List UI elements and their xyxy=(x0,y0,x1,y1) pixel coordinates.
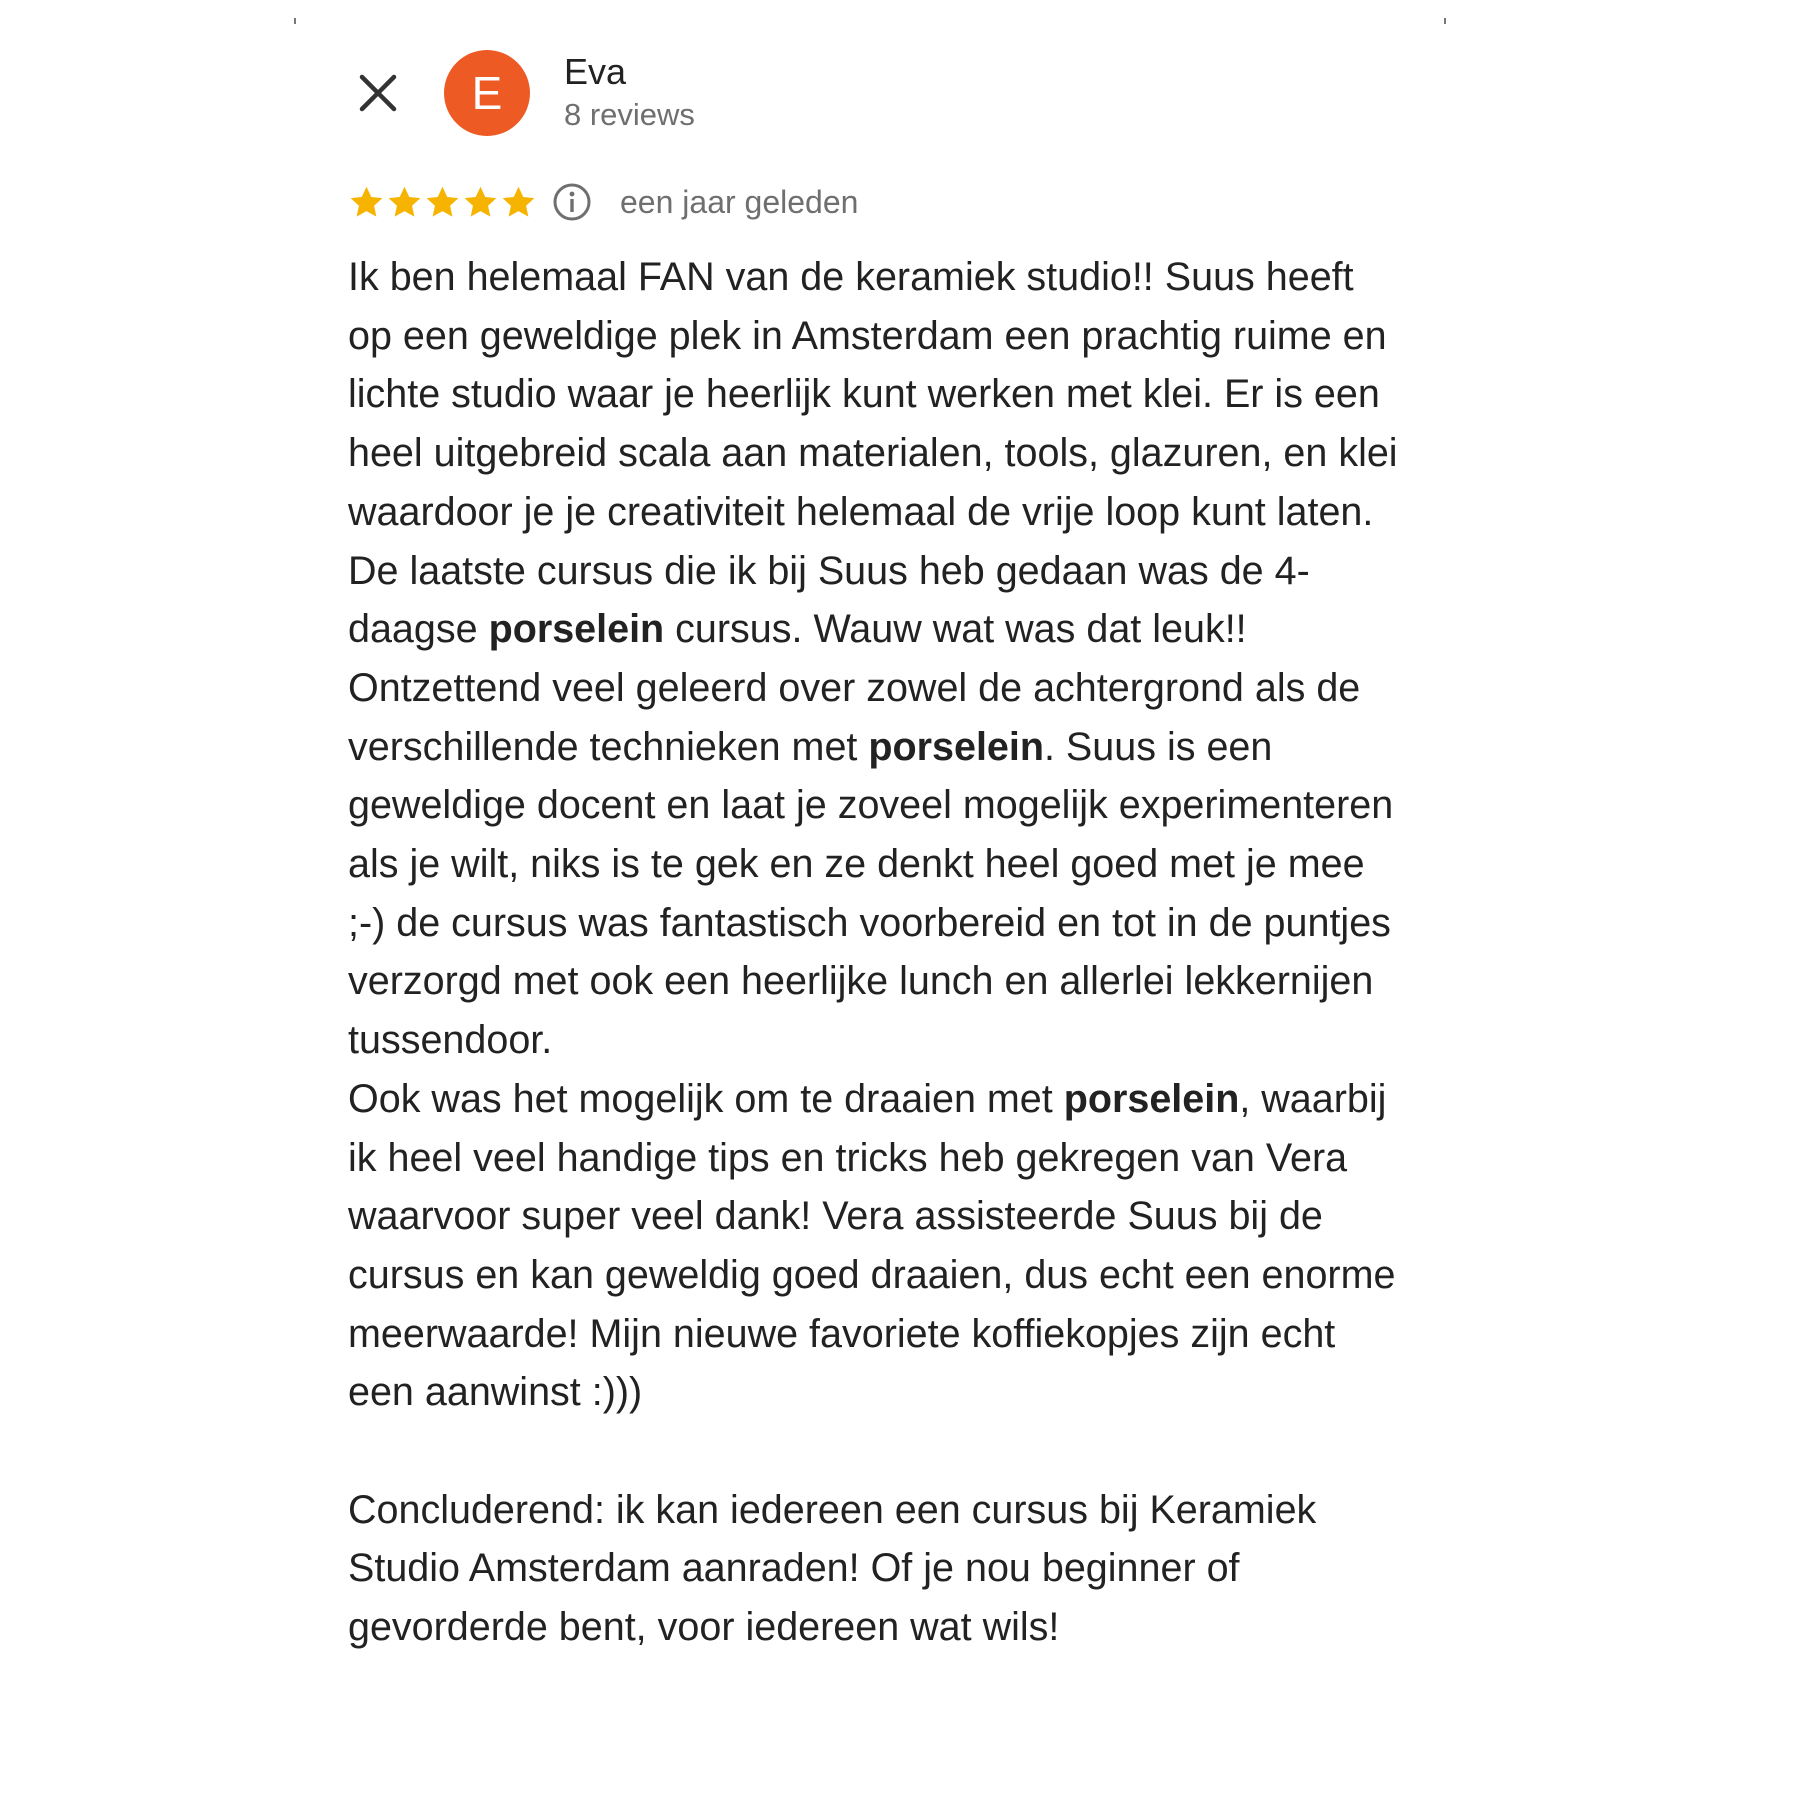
highlighted-keyword: porselein xyxy=(488,607,665,652)
highlighted-keyword: porselein xyxy=(868,724,1044,769)
review-paragraph xyxy=(348,1070,1407,1422)
star-icon xyxy=(348,184,385,221)
info-icon[interactable] xyxy=(552,182,592,222)
close-button[interactable] xyxy=(350,65,406,121)
review-text-segment: cursus. Wauw wat was dat leuk!! Ontzettend veel geleerd over zowel de achtergrond als de verschillende technieken met xyxy=(348,607,1372,769)
review-text-segment: . Suus is een geweldige docent en laat je zoveel mogelijk experimenteren als je wilt, niks is te gek en ze denkt heel goed met je mee ;-) de cursus was fantastisch voorbereid en tot in de puntjes verzorgd met ook een heerlijke lunch en allerlei lekkernijen tussendoor. xyxy=(348,724,1405,1063)
review-text xyxy=(348,248,1409,1657)
star-icon xyxy=(462,184,499,221)
highlighted-keyword: porselein xyxy=(1063,1076,1240,1121)
review-text-segment: Ook was het mogelijk om te draaien met xyxy=(348,1076,1064,1121)
review-paragraph xyxy=(348,1422,1398,1481)
review-text-segment: , waarbij ik heel veel handige tips en tricks heb gekregen van Vera waarvoor super veel dank! Vera assisteerde Suus bij de cursus en kan geweldig goed draaien, dus echt een enorme meerwaarde! Mijn nieuwe favoriete koffiekopjes zijn echt een aanwinst :))) xyxy=(348,1076,1407,1415)
star-rating xyxy=(348,184,538,221)
reviewer-name[interactable]: Eva xyxy=(564,51,627,92)
review-text-segment: De laatste cursus die ik bij Suus heb gedaan was de 4-daagse xyxy=(348,548,1310,652)
star-icon xyxy=(386,184,423,221)
review-text-segment: Concluderend: ik kan iedereen een cursus bij Keramiek Studio Amsterdam aanraden! Of je nou beginner of gevorderde bent, voor iedereen wat wils! xyxy=(348,1487,1328,1650)
rating-row xyxy=(348,176,858,228)
avatar-letter: E xyxy=(471,67,503,119)
review-paragraph xyxy=(348,1481,1398,1657)
review-text-segment: Ik ben helemaal FAN van de keramiek studio!! Suus heeft op een geweldige plek in Amsterdam een prachtig ruime en lichte studio waar je heerlijk kunt werken met klei. Er is een heel uitgebreid scala aan materialen, tools, glazuren, en klei waardoor je je creativiteit helemaal de vrije loop kunt laten. xyxy=(348,255,1409,534)
review-paragraph xyxy=(348,248,1409,542)
avatar[interactable] xyxy=(444,50,530,136)
review-paragraph xyxy=(348,542,1405,1070)
review-header xyxy=(350,48,695,138)
star-icon xyxy=(424,184,461,221)
close-icon xyxy=(356,71,400,115)
corner-mark-left xyxy=(294,18,296,24)
reviewer-info[interactable] xyxy=(564,50,695,136)
review-date: een jaar geleden xyxy=(620,183,859,220)
corner-mark-right xyxy=(1444,18,1446,24)
review-count: 8 reviews xyxy=(564,97,695,132)
star-icon xyxy=(500,184,537,221)
